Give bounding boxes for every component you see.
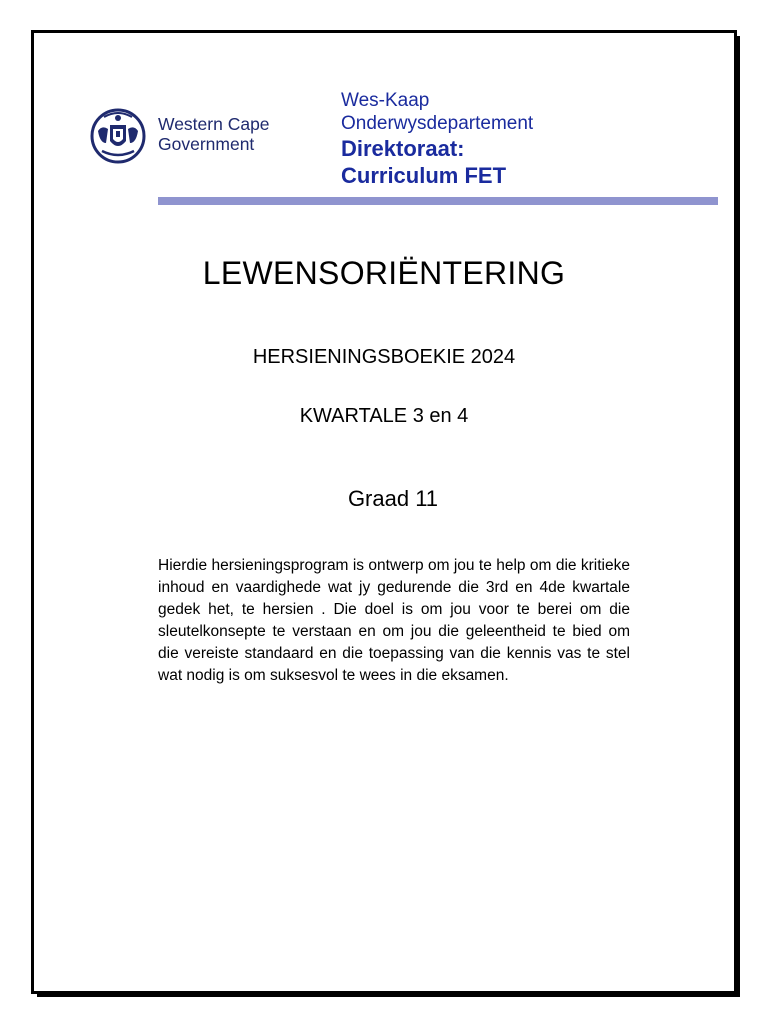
logo-text <box>158 114 270 154</box>
directorate-line1: Direktoraat: <box>341 136 465 161</box>
department-heading <box>341 89 533 189</box>
logo-text-line1: Western Cape <box>158 114 270 134</box>
intro-paragraph: Hierdie hersieningsprogram is ontwerp om jou te help om die kritieke inhoud en vaardighede wat jy gedurende die 3rd en 4de kwartale gedek het, te hersien . Die doel is om jou voor te berei om die sleutelkonsepte te verstaan en om jou die geleentheid te bied om die vereiste standaard en die toepassing van die kennis vas te stel wat nodig is om suksesvol te wees in die eksamen. <box>158 557 630 684</box>
logo-text-line2: Government <box>158 134 255 154</box>
department-name-line1: Wes-Kaap <box>341 90 430 111</box>
grade-label: Graad 11 <box>347 486 439 511</box>
header-divider <box>158 197 718 205</box>
coat-of-arms-icon <box>90 107 150 165</box>
department-name-line2: Onderwysdepartement <box>341 113 534 134</box>
quarters-label: KWARTALE 3 en 4 <box>299 405 469 427</box>
document-subtitle: HERSIENINGSBOEKIE 2024 <box>252 346 516 368</box>
directorate-line2: Curriculum FET <box>341 163 507 188</box>
document-title: LEWENSORIËNTERING <box>202 255 566 291</box>
